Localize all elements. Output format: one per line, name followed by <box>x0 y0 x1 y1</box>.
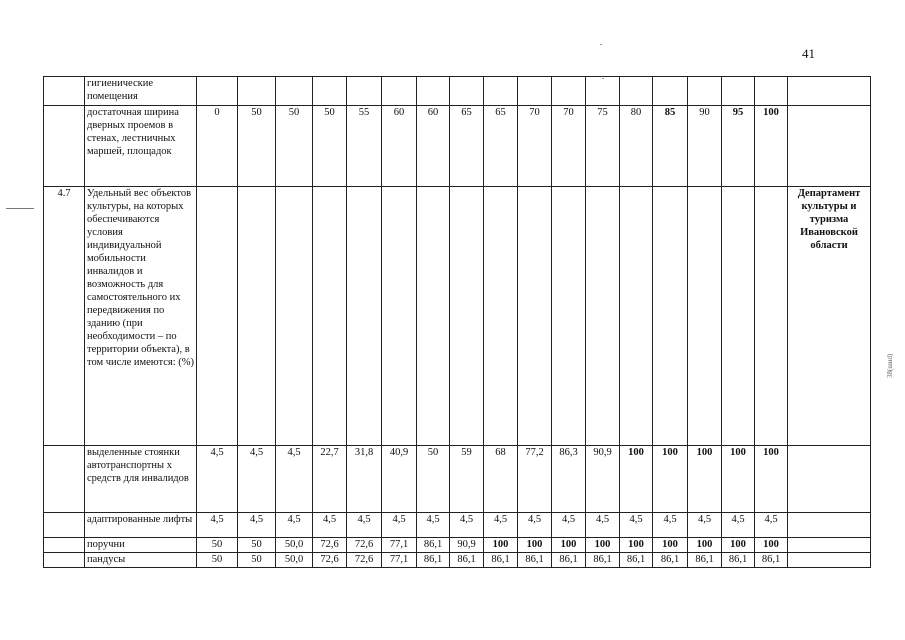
row-label: поручни <box>85 538 197 553</box>
value-cell <box>382 187 417 446</box>
row-code <box>44 513 85 538</box>
value-cell <box>552 77 586 106</box>
row-code <box>44 538 85 553</box>
value-cell <box>620 187 653 446</box>
value-cell <box>688 77 722 106</box>
value-cell <box>197 187 238 446</box>
value-cell: 4,5 <box>484 513 518 538</box>
value-cell <box>238 187 276 446</box>
value-cell: 100 <box>620 538 653 553</box>
table-row <box>44 77 871 106</box>
value-cell: 4,5 <box>552 513 586 538</box>
value-cell <box>518 77 552 106</box>
value-cell: 72,6 <box>347 538 382 553</box>
scan-speck <box>600 44 602 45</box>
value-cell: 86,1 <box>518 553 552 568</box>
value-cell: 90 <box>688 106 722 187</box>
value-cell: 100 <box>688 538 722 553</box>
margin-dash <box>6 208 34 209</box>
value-cell: 50 <box>197 553 238 568</box>
page-number: 41 <box>802 46 815 61</box>
value-cell: 100 <box>484 538 518 553</box>
row-code <box>44 553 85 568</box>
table-body <box>44 77 871 568</box>
value-cell <box>347 187 382 446</box>
value-cell: 31,8 <box>347 446 382 513</box>
value-cell <box>755 77 788 106</box>
value-cell: 100 <box>586 538 620 553</box>
value-cell: 100 <box>518 538 552 553</box>
value-cell: 40,9 <box>382 446 417 513</box>
table-row <box>44 538 871 553</box>
value-cell: 86,1 <box>484 553 518 568</box>
value-cell <box>417 187 450 446</box>
row-label: достаточная ширина дверных проемов в стенах, лестничных маршей, площадок <box>85 106 197 187</box>
value-cell <box>722 77 755 106</box>
margin-annotation: 38(шиd) <box>886 353 894 378</box>
value-cell: 4,5 <box>620 513 653 538</box>
value-cell: 4,5 <box>313 513 347 538</box>
responsible-department <box>788 553 871 568</box>
value-cell <box>586 187 620 446</box>
value-cell: 4,5 <box>238 446 276 513</box>
row-code <box>44 77 85 106</box>
value-cell <box>518 187 552 446</box>
value-cell: 50 <box>238 106 276 187</box>
value-cell: 86,1 <box>755 553 788 568</box>
value-cell <box>586 77 620 106</box>
value-cell: 100 <box>755 106 788 187</box>
value-cell: 80 <box>620 106 653 187</box>
value-cell: 4,5 <box>276 446 313 513</box>
value-cell: 77,2 <box>518 446 552 513</box>
row-label: гигиенические помещения <box>85 77 197 106</box>
value-cell: 100 <box>688 446 722 513</box>
value-cell: 50 <box>276 106 313 187</box>
value-cell: 70 <box>518 106 552 187</box>
value-cell: 95 <box>722 106 755 187</box>
value-cell: 50 <box>238 553 276 568</box>
value-cell <box>347 77 382 106</box>
value-cell: 59 <box>450 446 484 513</box>
value-cell: 70 <box>552 106 586 187</box>
value-cell: 68 <box>484 446 518 513</box>
value-cell: 4,5 <box>197 446 238 513</box>
value-cell: 86,1 <box>417 538 450 553</box>
value-cell: 100 <box>620 446 653 513</box>
row-label: пандусы <box>85 553 197 568</box>
value-cell: 72,6 <box>313 538 347 553</box>
responsible-department <box>788 106 871 187</box>
value-cell: 86,1 <box>653 553 688 568</box>
value-cell: 22,7 <box>313 446 347 513</box>
row-code: 4.7 <box>44 187 85 446</box>
value-cell: 86,1 <box>417 553 450 568</box>
value-cell: 77,1 <box>382 553 417 568</box>
value-cell <box>688 187 722 446</box>
value-cell: 86,1 <box>688 553 722 568</box>
value-cell: 86,1 <box>450 553 484 568</box>
value-cell: 4,5 <box>450 513 484 538</box>
table-row <box>44 106 871 187</box>
value-cell: 72,6 <box>347 553 382 568</box>
table-row <box>44 446 871 513</box>
value-cell: 4,5 <box>653 513 688 538</box>
value-cell: 100 <box>552 538 586 553</box>
value-cell <box>484 77 518 106</box>
value-cell <box>450 77 484 106</box>
value-cell <box>450 187 484 446</box>
value-cell: 86,1 <box>586 553 620 568</box>
value-cell <box>722 187 755 446</box>
value-cell <box>620 77 653 106</box>
row-label: Удельный вес объектов культуры, на которых обеспечиваются условия индивидуальной мобильности инвалидов и возможность для самостоятельного их передвижения по зданию (при необходимости – по территории объекта), в том числе имеются: (%) <box>85 187 197 446</box>
value-cell <box>755 187 788 446</box>
value-cell: 4,5 <box>755 513 788 538</box>
row-code <box>44 106 85 187</box>
value-cell: 85 <box>653 106 688 187</box>
value-cell <box>552 187 586 446</box>
indicator-table <box>43 76 871 568</box>
value-cell: 4,5 <box>382 513 417 538</box>
value-cell: 100 <box>722 446 755 513</box>
value-cell: 4,5 <box>347 513 382 538</box>
value-cell: 90,9 <box>586 446 620 513</box>
value-cell: 50 <box>417 446 450 513</box>
value-cell: 55 <box>347 106 382 187</box>
row-code <box>44 446 85 513</box>
value-cell: 75 <box>586 106 620 187</box>
value-cell: 4,5 <box>722 513 755 538</box>
value-cell: 86,1 <box>552 553 586 568</box>
value-cell: 100 <box>755 446 788 513</box>
value-cell: 4,5 <box>197 513 238 538</box>
value-cell <box>484 187 518 446</box>
table-row <box>44 553 871 568</box>
row-label: выделенные стоянки автотранспортны х средств для инвалидов <box>85 446 197 513</box>
value-cell: 4,5 <box>518 513 552 538</box>
value-cell: 60 <box>382 106 417 187</box>
value-cell: 86,3 <box>552 446 586 513</box>
value-cell: 65 <box>450 106 484 187</box>
value-cell <box>276 77 313 106</box>
value-cell: 4,5 <box>238 513 276 538</box>
value-cell <box>653 187 688 446</box>
responsible-department <box>788 77 871 106</box>
row-label: адаптированные лифты <box>85 513 197 538</box>
table-row <box>44 513 871 538</box>
responsible-department <box>788 446 871 513</box>
responsible-department: Департамент культуры и туризма Ивановской области <box>788 187 871 446</box>
value-cell: 4,5 <box>586 513 620 538</box>
value-cell: 77,1 <box>382 538 417 553</box>
value-cell: 72,6 <box>313 553 347 568</box>
value-cell: 50 <box>197 538 238 553</box>
value-cell: 50 <box>238 538 276 553</box>
value-cell <box>313 77 347 106</box>
responsible-department <box>788 513 871 538</box>
value-cell: 50 <box>313 106 347 187</box>
value-cell: 60 <box>417 106 450 187</box>
value-cell: 100 <box>653 538 688 553</box>
value-cell: 100 <box>653 446 688 513</box>
value-cell: 50,0 <box>276 538 313 553</box>
value-cell: 4,5 <box>276 513 313 538</box>
value-cell: 4,5 <box>688 513 722 538</box>
value-cell: 86,1 <box>620 553 653 568</box>
value-cell: 100 <box>722 538 755 553</box>
value-cell <box>313 187 347 446</box>
value-cell: 0 <box>197 106 238 187</box>
value-cell: 86,1 <box>722 553 755 568</box>
value-cell <box>276 187 313 446</box>
value-cell <box>653 77 688 106</box>
value-cell: 4,5 <box>417 513 450 538</box>
value-cell <box>238 77 276 106</box>
responsible-department <box>788 538 871 553</box>
value-cell: 50,0 <box>276 553 313 568</box>
value-cell: 90,9 <box>450 538 484 553</box>
value-cell <box>417 77 450 106</box>
value-cell <box>382 77 417 106</box>
value-cell <box>197 77 238 106</box>
table-row <box>44 187 871 446</box>
value-cell: 100 <box>755 538 788 553</box>
value-cell: 65 <box>484 106 518 187</box>
